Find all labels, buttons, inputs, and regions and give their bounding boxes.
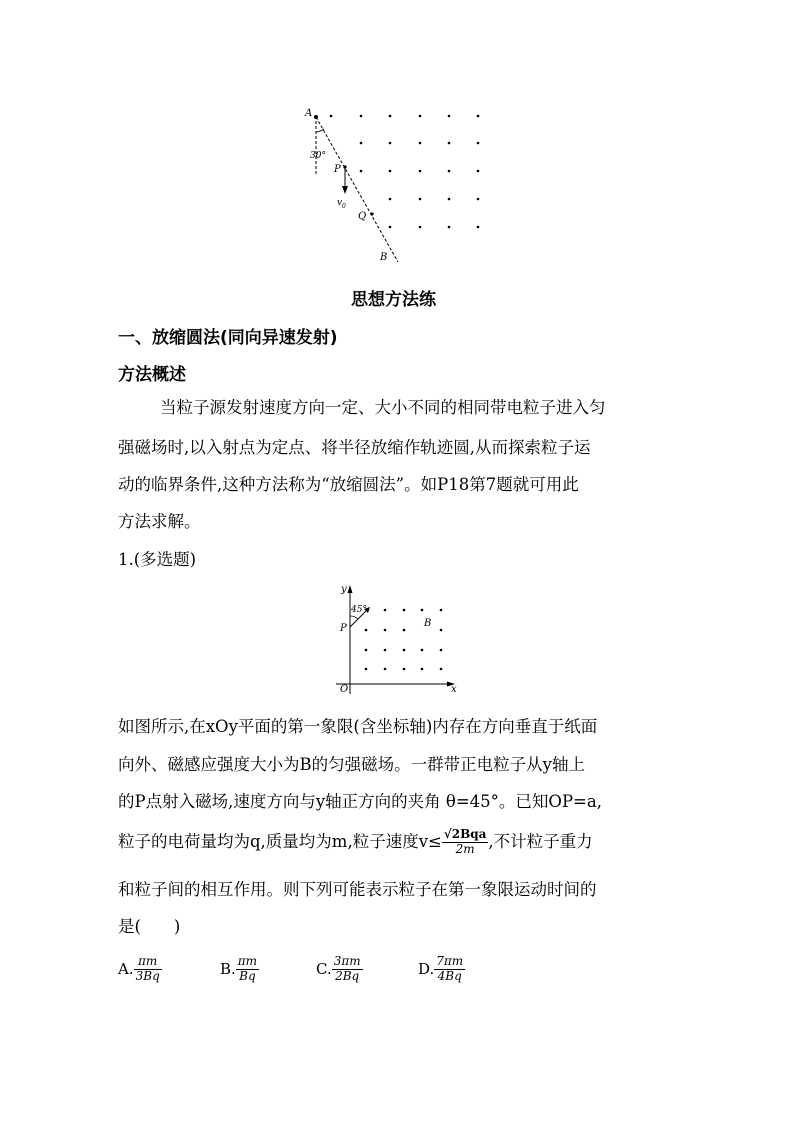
option-c-letter: C.	[316, 960, 332, 979]
field-dot	[330, 115, 333, 118]
field-dot	[365, 668, 368, 671]
field-dot	[389, 170, 392, 173]
field-dot	[421, 668, 424, 671]
option-a-denominator: 3Bq	[135, 968, 160, 983]
field-dot	[440, 649, 443, 652]
option-d-fraction	[434, 955, 465, 984]
option-b-denominator: Bq	[239, 968, 256, 983]
question-1-line-6: 是( )	[118, 917, 181, 936]
intro-line-3: 动的临界条件,这种方法称为“放缩圆法”。如P18第7题就可用此	[118, 475, 579, 494]
intro-line-1: 当粒子源发射速度方向一定、大小不同的相同带电粒子进入匀	[160, 398, 606, 417]
option-a-fraction	[134, 955, 162, 984]
field-dot	[365, 649, 368, 652]
field-dot	[477, 170, 480, 173]
field-dot	[360, 170, 363, 173]
label-o: O	[340, 684, 349, 695]
field-dot	[421, 649, 424, 652]
field-dot	[389, 142, 392, 145]
field-dot	[440, 668, 443, 671]
label-angle-45: 45°	[351, 605, 367, 615]
field-dot	[360, 142, 363, 145]
question-1-line-4-text: 粒子的电荷量均为q,质量均为m,粒子速度v≤	[118, 832, 442, 852]
option-a[interactable]	[118, 955, 162, 984]
field-dot	[384, 609, 387, 612]
section-title: 思想方法练	[351, 290, 436, 310]
option-d-numerator: 7πm	[436, 954, 464, 968]
field-dot	[419, 198, 422, 201]
option-a-numerator: πm	[134, 955, 162, 970]
field-dot	[448, 198, 451, 201]
option-d-denominator: 4Bq	[437, 968, 462, 983]
field-dot	[448, 226, 451, 229]
question-1-line-4-tail: ,不计粒子重力	[488, 832, 593, 852]
field-dot	[403, 609, 406, 612]
field-dot	[419, 115, 422, 118]
angle-arc	[316, 129, 324, 132]
field-dot	[389, 198, 392, 201]
field-dot	[384, 668, 387, 671]
question-1-line-4	[118, 828, 593, 857]
option-c[interactable]	[316, 955, 363, 984]
field-dot	[440, 609, 443, 612]
label-p: P	[340, 623, 347, 634]
question-1-line-3: 的P点射入磁场,速度方向与y轴正方向的夹角 θ=45°。已知OP=a,	[118, 792, 602, 811]
field-dot	[384, 629, 387, 632]
dashed-line-ab	[316, 117, 398, 262]
option-a-letter: A.	[118, 960, 134, 979]
option-c-numerator: 3πm	[333, 954, 361, 968]
label-q: Q	[358, 211, 367, 222]
question-1-line-5: 和粒子间的相互作用。则下列可能表示粒子在第一象限运动时间的	[118, 880, 597, 899]
field-dot	[477, 115, 480, 118]
velocity-fraction-numerator: √2Bqa	[443, 827, 487, 841]
velocity-fraction	[442, 828, 489, 857]
option-b-fraction	[236, 955, 259, 984]
intro-line-2: 强磁场时,以入射点为定点、将半径放缩作轨迹圆,从而探索粒子运	[118, 438, 591, 457]
field-dot	[419, 226, 422, 229]
intro-line-4: 方法求解。	[118, 512, 201, 531]
field-dot	[389, 226, 392, 229]
question-1-line-1: 如图所示,在xOy平面的第一象限(含坐标轴)内存在方向垂直于纸面	[118, 717, 598, 736]
question-1-label: 1.(多选题)	[118, 550, 197, 569]
heading-zoom-circle-method: 一、放缩圆法(同向异速发射)	[118, 328, 338, 348]
field-dot	[448, 115, 451, 118]
label-b: B	[380, 252, 388, 263]
y-axis-arrowhead	[348, 585, 353, 593]
heading-method-overview: 方法概述	[118, 365, 186, 385]
option-d-letter: D.	[418, 960, 435, 979]
magnetic-field-dots	[330, 115, 480, 229]
velocity-fraction-denominator: 2m	[455, 841, 475, 856]
option-c-denominator: 2Bq	[335, 968, 360, 983]
field-dot	[419, 142, 422, 145]
label-b: B	[424, 618, 432, 629]
field-dot	[448, 142, 451, 145]
point-q	[370, 212, 373, 215]
field-dot	[384, 649, 387, 652]
field-dot	[440, 629, 443, 632]
option-b-letter: B.	[220, 960, 236, 979]
label-v-subscript: 0	[342, 203, 346, 210]
field-dot	[360, 115, 363, 118]
field-dot	[477, 142, 480, 145]
field-dot	[477, 198, 480, 201]
label-v: v	[337, 198, 343, 208]
option-b[interactable]	[220, 955, 259, 984]
figure-1-diagram	[300, 100, 500, 268]
point-a	[314, 115, 318, 119]
field-dot	[448, 170, 451, 173]
option-d[interactable]	[418, 955, 465, 984]
option-b-numerator: πm	[237, 954, 258, 968]
field-dot	[389, 115, 392, 118]
angle-arc	[350, 616, 358, 619]
field-dot	[403, 668, 406, 671]
label-a: A	[305, 108, 313, 119]
field-dot	[477, 226, 480, 229]
label-angle-30: 30°	[310, 151, 326, 161]
field-dot	[419, 170, 422, 173]
label-p: P	[334, 164, 341, 175]
field-dot	[403, 629, 406, 632]
label-y: y	[341, 584, 347, 595]
option-c-fraction	[332, 955, 363, 984]
question-1-line-2: 向外、磁感应强度大小为B的匀强磁场。一群带正电粒子从y轴上	[118, 755, 585, 774]
figure-2-diagram	[334, 578, 464, 698]
velocity-arrowhead	[342, 186, 348, 194]
field-dot	[403, 649, 406, 652]
field-dot	[421, 609, 424, 612]
field-dot	[365, 629, 368, 632]
label-x: x	[451, 684, 457, 695]
